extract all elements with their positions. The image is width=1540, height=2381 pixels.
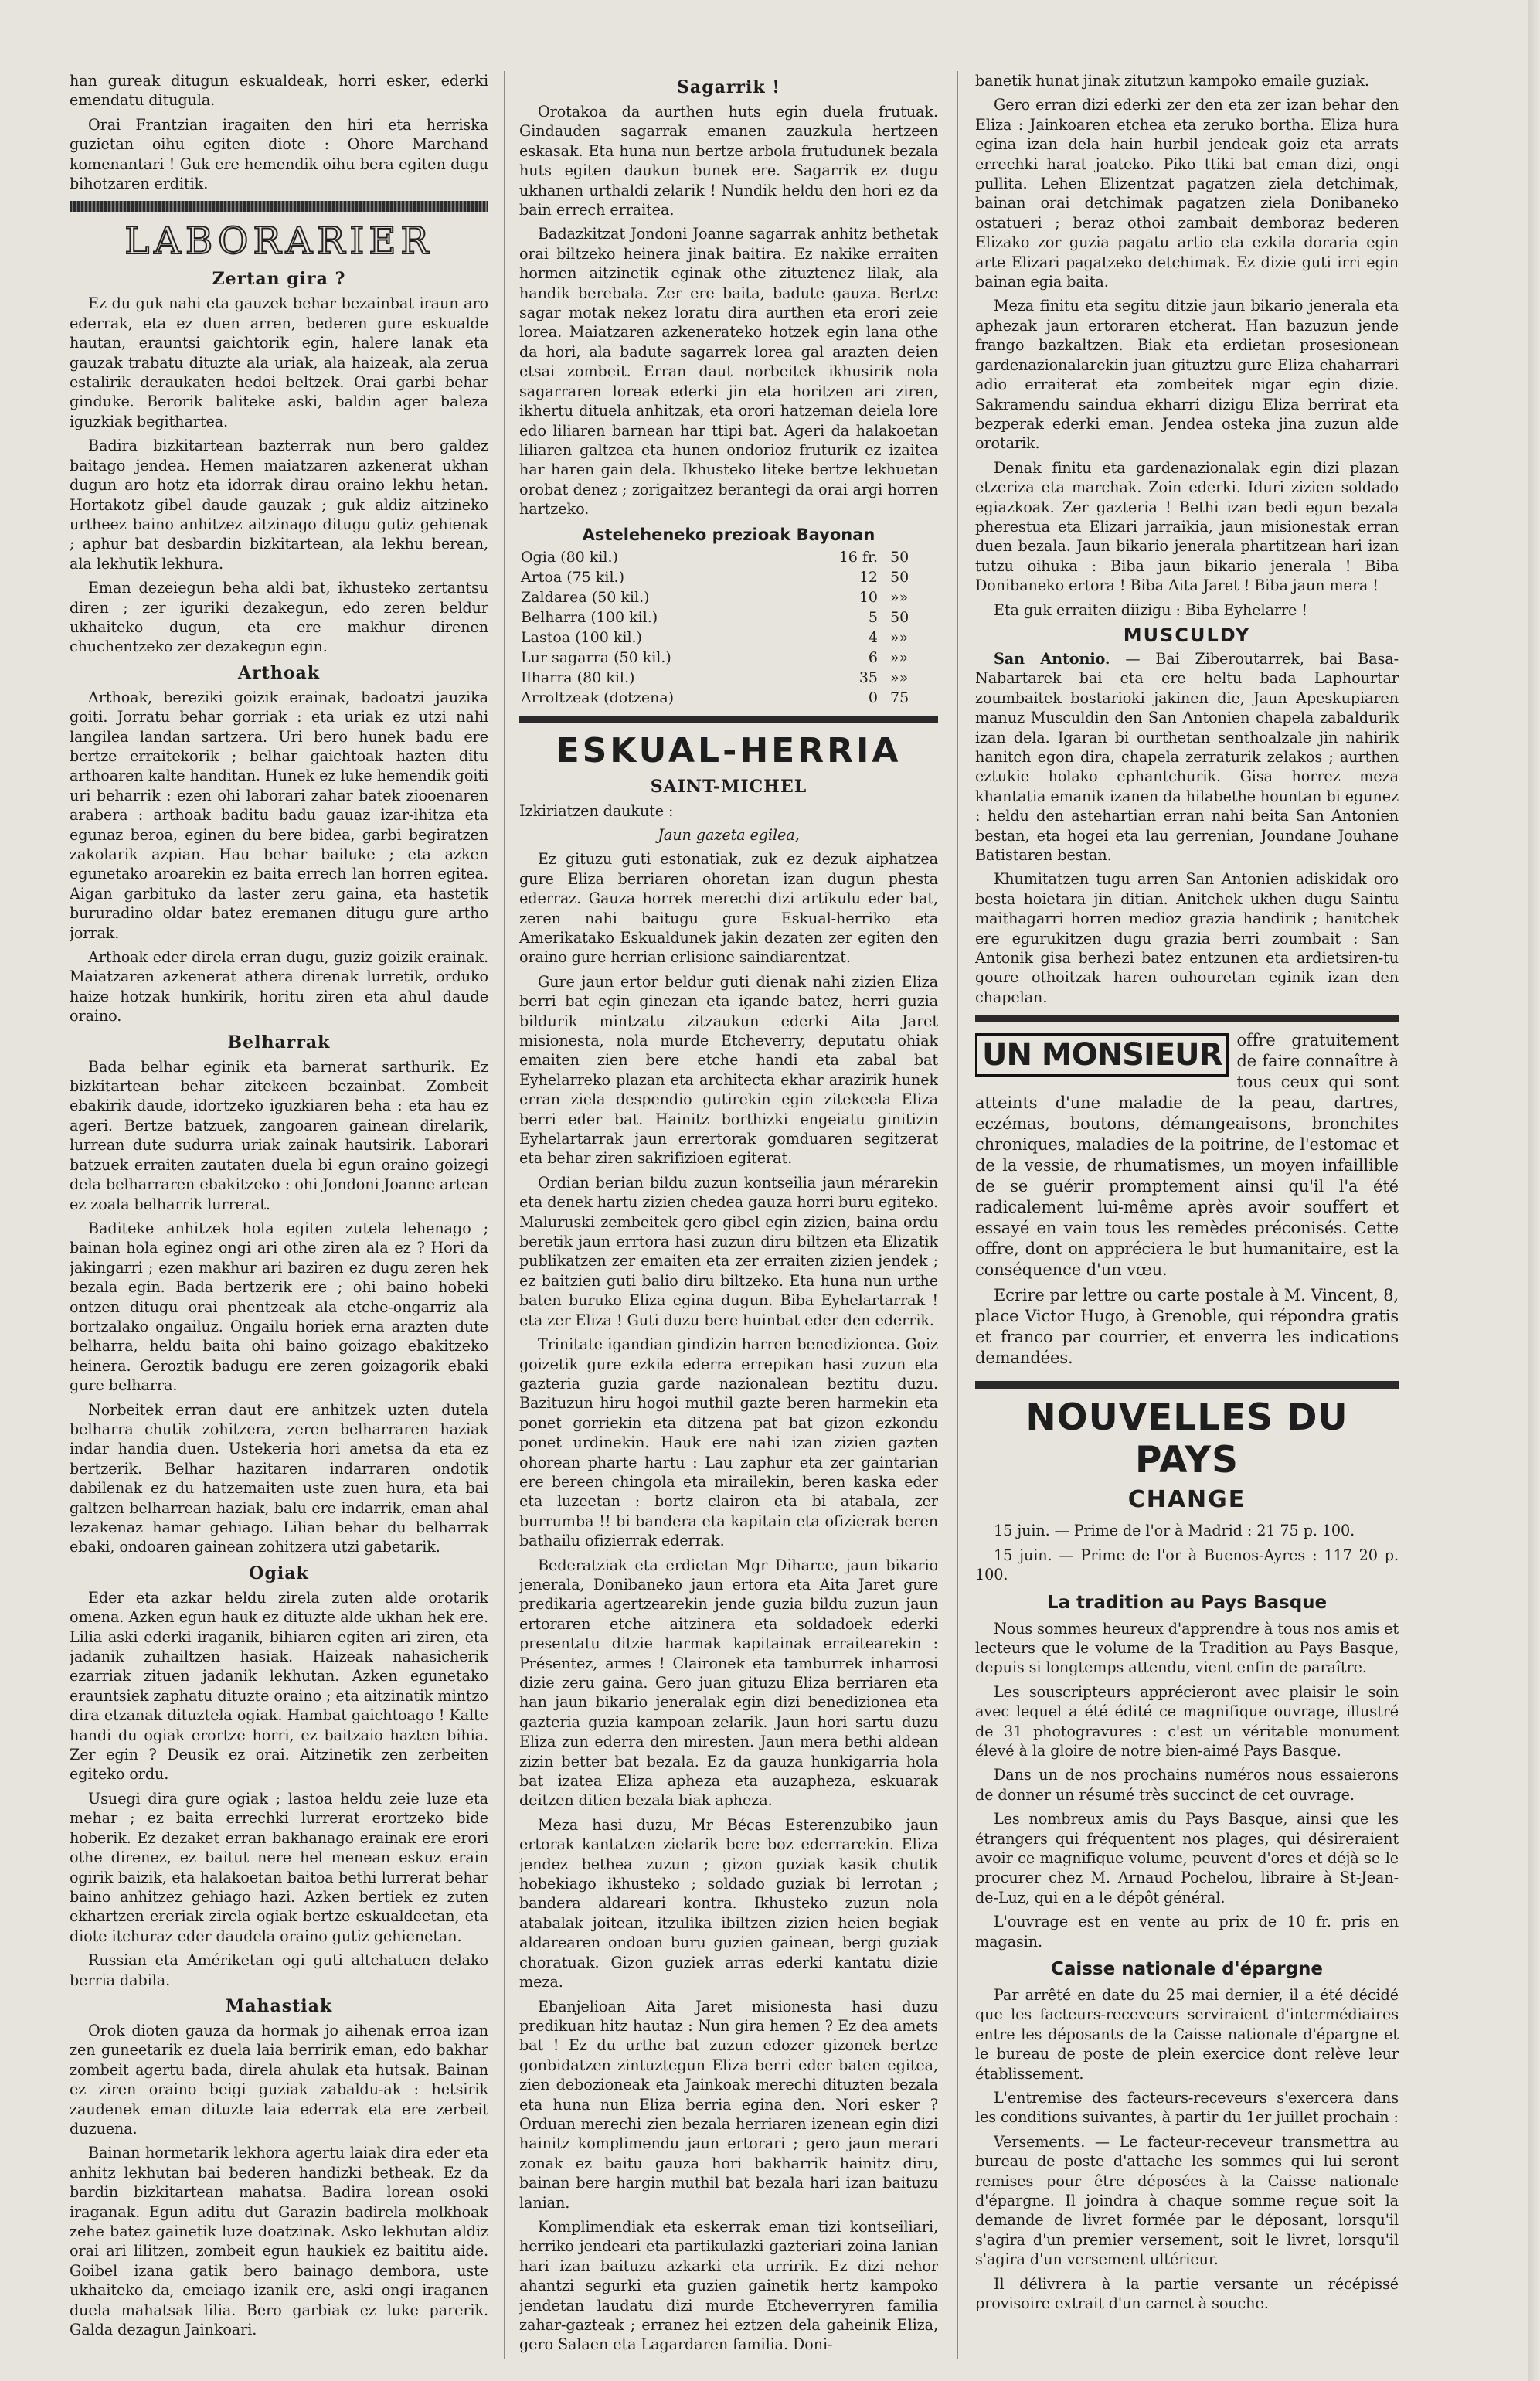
ornamental-divider [70, 201, 488, 212]
price-cent: »» [890, 668, 909, 686]
lead-in: San Antonio. [994, 649, 1110, 668]
paragraph: Khumitatzen tugu arren San Antonien adiskidak oro besta hoietara jin ditian. Anitchek ukhen dugu Saintu maithagarri horren medioz grazia handirik ; hanitchek ere egurukitzen dugu grazia berri zoumbait : San Antonik gisa berhezi batez entzunen eta ardietsiren-tu goure othoitzak haren ouhouretan eginik izan den chapelan. [975, 870, 1399, 1006]
paragraph [975, 649, 1399, 865]
paragraph: Norbeitek erran daut ere anhitzek uzten dutela belharra chutik zohitzera, zeren belharraren haziak indar handia duen. Ustekeria hori ametsa da eta ez bertzerik. Belhar hazitaren indarraren ondotik dabilenak ez du hatzemaiten uste zuen hura, eta bai galtzen belharrean haziak, balu ere indarrik, eman ahal lezakenaz hamar gehiago. Lilian behar du belharrak ebaki, ondoaren gainean zohitzera utzi gabetarik. [70, 1400, 488, 1556]
price-cent: 50 [890, 568, 909, 586]
price-franc: 35 [858, 668, 878, 686]
paragraph: Eman dezeiegun beha aldi bat, ikhusteko zertantsu diren ; zer iguriki dezakegun, edo zeren beldur ukhaiteko dugun, eta ere makhur direnen chuchentzeko zer dezakegun egin. [70, 579, 488, 656]
paragraph: Versements. — Le facteur-receveur transmettra au bureau de poste d'attache les sommes qui lui seront remises pour être déposées à la Caisse nationale d'épargne. Il joindra à chaque somme reçue soit la demande de livret formée par le déposant, lorsqu'il s'agira d'un premier versement, soit le livret, lorsqu'il s'agira d'un versement ultérieur. [975, 2132, 1399, 2269]
price-franc: 6 [868, 648, 878, 666]
paragraph: 15 juin. — Prime de l'or à Madrid : 21 75 p. 100. [994, 1522, 1355, 1540]
intro-paragraph: Orai Frantzian iragaiten den hiri eta herriska guzietan oihu egiten diote : Ohore Marchand komenantari ! Guk ere hemendik oihu bera egiten dugu bihotzaren erditik. [70, 115, 488, 193]
paragraph: Ez gituzu guti estonatiak, zuk ez dezuk aiphatzea gure Eliza berriaren ohoretan izan dugun phesta ederraz. Gauza horrek merechi dizi artikulu eder bat, zeren nahi baitugu gure Eskual-herriko eta Amerikatako Eskualdunek jakin dezaten zer egiten den oraino gure herrian erlisione saindiarentzat. [519, 850, 938, 967]
price-franc: 16 fr. [838, 548, 878, 566]
price-row [519, 628, 938, 648]
price-item: Lastoa (100 kil.) [521, 628, 642, 646]
price-row [519, 648, 938, 668]
paragraph: Usuegi dira gure ogiak ; lastoa heldu zeie luze eta mehar ; ez baita errechki lurrerat erortzeko bide hoberik. Ez dezaket erran bakhanago erainak ere erori othe direnez, ez baitut nere hel menean eskuz erain ogirik baizik, eta halakoetan baitoa bethi lurrerat behar baino anhitzez gehiago hazi. Azken bertiek ez zuten ekhartzen ereriak zirela ogiak bertze eskualdeetan, eta diote itchuraz eder daudela oraino gutiz gehienetan. [70, 1789, 488, 1945]
paragraph: Ebanjelioan Aita Jaret misionesta hasi duzu predikuan hitz hautaz : Nun gira hemen ? Ez dea amets bat ! Ez du urthe bat zuzun edozer gizonek bertze gonbidatzen zintuztegun Eliza berri eder baten egitea, zien debozioneak eta Jainkoak merechi dituzten bezala eta huna nun Eliza berria egina den. Nori esker ? Orduan merechi zien bezala herriaren izenean egin dizi hainitz komplimendu jaun ertorari ; gero jaun merari zonak ez baitu gauza hori bakharrik hainitz diru, bainan bere hargin muthil bat bezala hari izan baituzu lanian. [519, 1997, 938, 2212]
price-item: Ilharra (80 kil.) [521, 668, 635, 686]
price-cent: 50 [890, 548, 909, 566]
subheading-saint-michel: SAINT-MICHEL [650, 776, 807, 797]
paragraph: Orotakoa da aurthen huts egin duela frutuak. Gindauden sagarrak emanen zauzkula hertzeen eskasak. Eta huna nun bertze arbola frutudunek bezala huts egiten daukun bunek ere. Sagarrik ez dugu ukhanen urthaldi zelarik ! Nundik heldu den hori ez da bain errech erraitea. [519, 103, 938, 219]
subheading-sagarrik: Sagarrik ! [677, 77, 780, 97]
divider [975, 1015, 1399, 1022]
paragraph: Gero erran dizi ederki zer den eta zer izan behar den Eliza : Jainkoaren etchea eta zeruko bortha. Eliza hura egina izan dela hain hurbil jendeak goiz eta arrats errechki harat joateko. Piko ttiki bat eman dizi, ongi pullita. Lehen Elizentzat pagatzen ziela detchimak, bainan orai detchimak pagatzen ziela Donibaneko ostatueri ; beraz othoi zambait demboraz bederen Elizako zor guzia pagatu artio eta ezkila doraria egin arte Elizari pagatzeko detchimak. Ez dizie guti irri egin bainan egia baita. [975, 96, 1399, 291]
price-franc: 12 [858, 568, 878, 586]
advertisement [975, 1030, 1399, 1373]
paragraph: Il délivrera à la partie versante un récépissé provisoire extrait d'un carnet à souche. [975, 2274, 1399, 2313]
paragraph: Gure jaun ertor beldur guti dienak nahi zizien Eliza berri bat egin ginezan eta igande batez, herri guzia bildurik mintzatu zitzaukun ederki Aita Jaret misionesta, nola murde Etcheverry, deputatu ohiak emaiten zien bere etche handi eta zabal bat Eyhelarreko plazan eta architecta ekhar arazirik hunek erran ziela despendio gutirekin egin zitekeela Eliza berri eder bat. Hainitz borthizki engeiatu ginitizin Eyhelartarrak jaun errertorak gomduaren segitzerat eta behar ziren sakrifizioen egiterat. [519, 972, 938, 1168]
subheading-tradition: La tradition au Pays Basque [1046, 1592, 1328, 1613]
subheading: Zertan gira ? [212, 269, 346, 290]
paragraph: 15 juin. — Prime de l'or à Buenos-Ayres : 117 20 p. 100. [975, 1546, 1399, 1584]
price-item: Arroltzeak (dotzena) [521, 689, 675, 706]
paragraph: Russian eta Amériketan ogi guti altchatuen delako berria dabila. [70, 1951, 488, 1989]
subheading-change: CHANGE [1127, 1486, 1246, 1514]
paragraph: Ez du guk nahi eta gauzek behar bezainbat iraun aro ederrak, eta ez duen arren, bederen gure eskualde hautan, erauntsi gaichtorik egin, halere lanak eta gauzak trabatu dituzte ala uriak, ala haizeak, ala zerua estalirik deraukaten hedoi beltzek. Orai garbi behar ginduke. Berorik baliteke aski, baldin ager baleza iguzkiak begithartea. [70, 294, 488, 430]
price-row [519, 547, 938, 567]
paragraph: Meza hasi duzu, Mr Bécas Esterenzubiko jaun ertorak kantatzen zielarik bere boz ederrarekin. Eliza jendez bethea zuzun ; gizon guziak kasik chutik hobekiago ikhusteko ; soldado guziak bi lerrotan ; bandera aldareari kontra. Ikhusteko zuzun nola atabalak joitean, itzulika ibiltzen zizien heien begiak aldarearen ondoan buru guzien gainean, bergi guziak choratuak. Gizon guziek arras ederki kantatu dizie meza. [519, 1815, 938, 1992]
price-item: Ogia (80 kil.) [521, 548, 618, 566]
paragraph: Bederatziak eta erdietan Mgr Diharce, jaun bikario jenerala, Donibaneko jaun ertora eta Aita Jaret gure predikaria agertzearekin jende guzia bildu zuzun jaun ertoraren etche aitzinera eta soldadoek ederki presentatu ditzie harmak kapitainak erraitearekin : Présentez, armes ! Claironek eta tamburrek inharrosi dizie zeru gaina. Gero juan gituzu Eliza berriaren eta han jaun bikario jeneralak egin dizi benedizionea eta gazteria guzia kampoan zelarik. Jaun hori sartu duzu Eliza zun ederra den miresten. Jaun mera bethi aldean zizin better bat bezala. Ez da gauza hunkigarria hola bat izatea Eliza apheza eta auzapheza, eskuarak deitzen ditien bezala biak apheza. [519, 1556, 938, 1810]
paragraph: Orok dioten gauza da hormak jo aihenak erroa izan zen guneetarik ez duela laia berririk eman, edo bakhar zombeit agertu bada, direla ahulak eta hutsak. Bainan ez ziren oraino beigi guziak zabaldu-ak : hetsirik zaudenek eman dituzte laia ederrak eta ere zerbeit duzuena. [70, 2021, 488, 2138]
page-edge-shadow [1528, 0, 1539, 2381]
subheading: Mahastiak [225, 1995, 333, 2016]
section-title-eskual-herria: ESKUAL-HERRIA [556, 730, 902, 770]
paragraph: Arthoak, bereziki goizik erainak, badoatzi jauzika goiti. Jorratu behar gorriak : eta uriak ez utzi nahi langilea landan sartzera. Uri bero hunek badu ere bertze erraitekorik ; belhar gaichtoak hazten ditu arthoaren kalte handitan. Hunek ez luke hemendik goiti uri beharrik : ezen ohi laborari zahar batek ziooenaren arabera : arthoak baditu badu gauaz izar-ihitza eta egunaz beroa, eginen du bere bidea, garbi begiratzen zakolarik azpian. Hau behar bailuke ; eta azken egunetako aroarekin ez baita errech lan horren egitea. Aigan garbituko da laster zeru gaina, eta hastetik bururadino oldar batez eremanen ditugu gure artho jorrak. [70, 688, 488, 942]
section-title-musculdy: MUSCULDY [1123, 624, 1251, 646]
paragraph: Baditeke anhitzek hola egiten zutela lehenago ; bainan hola eginez ongi ari othe ziren ala ez ? Hori da jakingarri ; ezen makhur ari baziren ez dugu zeren hek bezala egin. Bada bertzerik ere ; ohi baino hobeki ontzen ditugu orai phentzeak ala etche-ongarriz ala bortzalako ongailuz. Ongailu horiek erna arazten dute belharra, heldu baita ohi baino goizago ebakitzeko heinera. Geroztik badugu ere zeren goizagorik ebaki gure belharra. [70, 1219, 488, 1395]
price-row [519, 567, 938, 587]
paragraph: L'ouvrage est en vente au prix de 10 fr. pris en magasin. [975, 1913, 1399, 1951]
price-item: Artoa (75 kil.) [521, 568, 624, 586]
subheading: Belharrak [227, 1032, 331, 1053]
paragraph: Badira bizkitartean bazterrak nun bero galdez baitago jendea. Hemen maiatzaren azkenerat ukhan dugun aro hotz eta idorrak dirau oraino lekhu hetan. Hortakotz gibel daude gauzak ; guk aldiz aitzineko urtheez baino anhitzez aitzinago ditugu gutiz gehienak ; aphur bat desbardin bizkitartean, ala lekhu berean, ala lekhutik lekhura. [70, 437, 488, 573]
price-table [519, 547, 938, 708]
price-row [519, 587, 938, 607]
column-1 [70, 71, 488, 2366]
price-cent: »» [890, 628, 909, 646]
paragraph-text: — Bai Ziberoutarrek, bai Basa-Nabartarek bai eta ere heltu bada Laphourtar zoumbaitek bostarioki jakinen die, Jaun Apeskupiaren manuz Musculdin den San Antonien chapela zabaldurik izan dela. Igaran bi ourthetan senthoalzale jin nahirik hanitch egon dira, chapela zerraturik zelakos ; aurthen eztukie holako ephantchurik. Gisa horrez meza khantatia emanik izanen da hilabethe hountan bi egunez : heldu den astehartian erran nahi beita San Antonien bestan, eta hogei eta lau gerrenian, Joundane Jouhane Batistaren bestan. [975, 649, 1399, 865]
ad-text: Ecrire par lettre ou carte postale à M. Vincent, 8, place Victor Hugo, à Grenoble, qui répondra gratis et franco par courrier, et enverra les indications demandées. [975, 1286, 1399, 1368]
column-3 [975, 71, 1399, 2366]
price-franc: 4 [868, 628, 878, 646]
subheading: Ogiak [249, 1563, 309, 1583]
price-franc: 10 [858, 588, 878, 606]
paragraph: banetik hunat jinak zitutzun kampoko emaile guziak. [975, 72, 1369, 90]
paragraph: Denak finitu eta gardenazionalak egin dizi plazan etzeriza eta marchak. Zoin ederki. Iduri zizien soldado egiazkoak. Zer gazteria ! Bethi izan bedi egun bezala pherestua eta Elizari jarraikia, jaun misionestak erran duen bezala. Jaun bikario jenerala phartitzean hari izan tutzu oihuka : Biba jaun bikario jenerala ! Biba Donibaneko ertora ! Biba Aita Jaret ! Biba jaun mera ! [975, 458, 1399, 595]
price-franc: 5 [868, 608, 878, 626]
salutation: Jaun gazeta egilea, [658, 825, 800, 844]
paragraph: Les nombreux amis du Pays Basque, ainsi que les étrangers qui fréquentent nos plages, qui désireraient avoir ce magnifique volume, peuvent d'ores et déjà se le procurer chez M. Arnaud Pochelou, libraire à St-Jean-de-Luz, qui en a le dépôt général. [975, 1810, 1399, 1907]
price-cent: 50 [890, 608, 909, 626]
section-title-nouvelles: NOUVELLES DU PAYS [1025, 1396, 1348, 1482]
price-cent: »» [890, 648, 909, 666]
paragraph: Arthoak eder direla erran dugu, guziz goizik erainak. Maiatzaren azkenerat athera direnak lurretik, orduko haize hotzak hunkirik, horitu ziren eta ahul daude oraino. [70, 948, 488, 1026]
price-item: Belharra (100 kil.) [521, 608, 658, 626]
price-row [519, 688, 938, 708]
price-cent: »» [890, 588, 909, 606]
column-rule-left [504, 71, 505, 2359]
paragraph: Eder eta azkar heldu zirela zuten alde orotarik omena. Azken egun hauk ez dituzte alde ukhan hek ere. Lilia aski ederki iraganik, bihiaren egiten ari ziren, eta jadanik zuhailtzen hasiak. Haizeak nahasicherik ezarriak zituen jadanik lekhutan. Azken egunetako erauntsiek zaphatu dituzte oraino ; eta aitzinatik mintzo dira etzanak dituztela ogiak. Hambat gaichtoago ! Kalte handi du ogiak erortze horri, ez baitzaio hazten bihia. Zer egin ? Deusik ez orai. Aitzinetik zen zerbeiten egiteko ordu. [70, 1588, 488, 1784]
price-list [519, 526, 938, 708]
paragraph: Trinitate igandian gindizin harren benedizionea. Goiz goizetik gure ezkila ederra errepikan hasi zuzun eta gazteria guzia garde nazionalean beztitu duzu. Bazituzun hiru hogoi muthil gazte beren harmekin eta ponet gorriekin eta ditzena pat bat gizon ezkondu ponet urdinekin. Hauk ere nahi izan zizien gazten ohorean pharte hartu : Lau zaphur eta zer gaintarian ere bereen chingola eta mirailekin, beren kaska eder eta luzeetan : bortz clairon eta bi atabala, zer burrumba !! bi bandera eta kapitain eta ofizierak beren bathailu ofizierrak ederrak. [519, 1335, 938, 1550]
paragraph: Izkiriatzen daukute : [519, 801, 674, 820]
paragraph: Badazkitzat Jondoni Joanne sagarrak anhitz bethetak orai biltzeko heinera jinak baitira. Ez nakike erraiten hormen aitzinetik eginak othe zituztenez lilak, ala handik berebala. Zer ere baita, badute gauza. Bertze sagar motak nekez loratu dira aurthen eta erori zeie lorea. Maiatzaren azkenerateko hotzek egin lana othe da hori, ala badute sagarrek lorea gal arazten deien etsai zombeit. Erran daut norbeitek ikhusirik nola sagarraren loreak ederki jin eta horitzen ari ziren, ikhertu dituela anhitzak, eta orori hatzeman deiela lore edo liliaren barnean har ttipi bat. Ageri da halakoetan liliaren galtzea eta hunen ondorioz fruturik ez izaitea har haren gain dela. Ikhusteko liteke bertze lekhuetan orobat denez ; zorigaitzez berantegi da orai argi horren hartzeko. [519, 225, 938, 519]
subheading-caisse: Caisse nationale d'épargne [1050, 1959, 1324, 1979]
paragraph: Eta guk erraiten diizigu : Biba Eyhelarre ! [994, 600, 1307, 619]
price-row [519, 607, 938, 628]
divider [975, 1381, 1399, 1389]
paragraph: Komplimendiak eta eskerrak eman tizi kontseiliari, herriko jendeari eta partikulazki gazteriari zoina lanian hari izan baituzu azkarki eta urririk. Ez dizi nehor ahantzi segurki eta guzien gainetik hertz kampoko jendetan laudatu dizi murde Etcheverryren familia zahar-gazteak ; erranez hei eztzen dela gaheinik Eliza, gero Salaen eta Lagardaren familia. Doni- [519, 2217, 938, 2354]
paragraph: Bainan hormetarik lekhora agertu laiak dira eder eta anhitz lekhutan bai bederen handizki betheak. Ez da bardin bizkitartean mahatsa. Badira lorean osoki iraganak. Egun aditu dut Garazin badirela molkhoak zehe batez gainetik luze doatzinak. Asko lekhutan aldiz orai ari lilitzen, zombeit egun haukiek ez baititu aide. Goibel izana gatik bero bainago dembora, uste ukhaiteko da, emeiago izanik ere, aski ongi iraganen duela mahatsak lilia. Bero garbiak ez luke parerik. Galda dezagun Jainkoari. [70, 2144, 488, 2339]
column-rule-right [957, 71, 958, 2359]
paragraph: Les souscripteurs apprécieront avec plaisir le soin avec lequel a été édité ce magnifique ouvrage, illustré de 31 photogravures : c'est un véritable monument élevé à la gloire de notre bien-aimé Pays Basque. [975, 1682, 1399, 1760]
price-list-title: Asteleheneko prezioak Bayonan [582, 525, 875, 544]
column-2 [519, 71, 938, 2366]
price-item: Lur sagarra (50 kil.) [521, 648, 671, 666]
divider [519, 716, 938, 723]
price-item: Zaldarea (50 kil.) [521, 588, 650, 606]
subheading: Arthoak [238, 662, 320, 683]
price-row [519, 668, 938, 688]
intro-paragraph: han gureak ditugun eskualdeak, horri esker, ederki emendatu ditugula. [70, 72, 488, 110]
section-title-laborarier: LABORARIER [124, 219, 433, 264]
paragraph: Ordian berian bildu zuzun kontseilia jaun mérarekin eta denek hartu zizien chedea gauza horri buru egiteko. Maluruski zembeitek gero gibel egin zizien, baina ordu beretik jaun errtora hasi zuzun diru biltzen eta Elizatik publikatzen zer emaiten eta zer erraiten zizien jendek ; ez baitzien guti balio diru biltzeko. Eta huna nun urthe baten buruko Eliza egina dugun. Biba Eyhelartarrak ! eta zer Eliza ! Guti duzu bere huinbat eder den ederrik. [519, 1173, 938, 1329]
paragraph: Par arrêté en date du 25 mai dernier, il a été décidé que les facteurs-receveurs serviraient d'intermédiaires entre les déposants de la Caisse nationale d'épargne et le bureau de poste de plein exercice dont relève leur établissement. [975, 1986, 1399, 2083]
ad-text: offre gratuitement de faire connaître à tous ceux qui sont atteints d'une maladie de la peau, dartres, eczémas, boutons, démangeaisons, bronchites chroniques, maladies de la poitrine, de l'estomac et de la vessie, de rhumatismes, un moyen infaillible de se guérir promptement ainsi qu'il l'a été radicalement lui-même après avoir souffert et essayé en vain tous les remèdes préconisés. Cette offre, dont on appréciera le but humanitaire, est la conséquence d'un vœu. [975, 1031, 1399, 1280]
price-franc: 0 [868, 689, 878, 706]
paragraph: Nous sommes heureux d'apprendre à tous nos amis et lecteurs que le volume de la Tradition au Pays Basque, depuis si longtemps attendu, vient enfin de paraître. [975, 1619, 1399, 1677]
paragraph: Dans un de nos prochains numéros nous essaierons de donner un résumé très succinct de cet ouvrage. [975, 1766, 1399, 1804]
paragraph: Meza finitu eta segitu ditzie jaun bikario jenerala eta aphezak jaun ertoraren etcherat. Han bazuzun jende frango bazkaltzen. Biak eta erdietan prosesionean gardenazionalarekin juan gituztzu gure Eliza chaharrari adio erraiterat eta zombeitek nigar egin dizie. Sakramendu saindua ekharri dizigu Eliza berrirat eta bezperak ederki eman. Jendea osteka jina zuzun alde orotarik. [975, 297, 1399, 453]
paragraph: Bada belhar eginik eta barnerat sarthurik. Ez bizkitartean behar zitekeen bezainbat. Zombeit ebakirik daude, idortzeko iguzkiaren beha : eta hau ez ageri. Bertze batzuek, zangoaren gainean direlarik, lurrean dute sudurra uriak zainak hautsirik. Laborari batzuek erraiten zautaten duela bi egun oraino goizegi dela belharraren ebakitzeko : ohi Jondoni Joanne artean ez zoala belharrik lurrerat. [70, 1057, 488, 1213]
paragraph: L'entremise des facteurs-receveurs s'exercera dans les conditions suivantes, à partir du 1er juillet prochain : [975, 2089, 1399, 2127]
ad-headline: UN MONSIEUR [975, 1033, 1229, 1077]
price-cent: 75 [890, 689, 909, 706]
